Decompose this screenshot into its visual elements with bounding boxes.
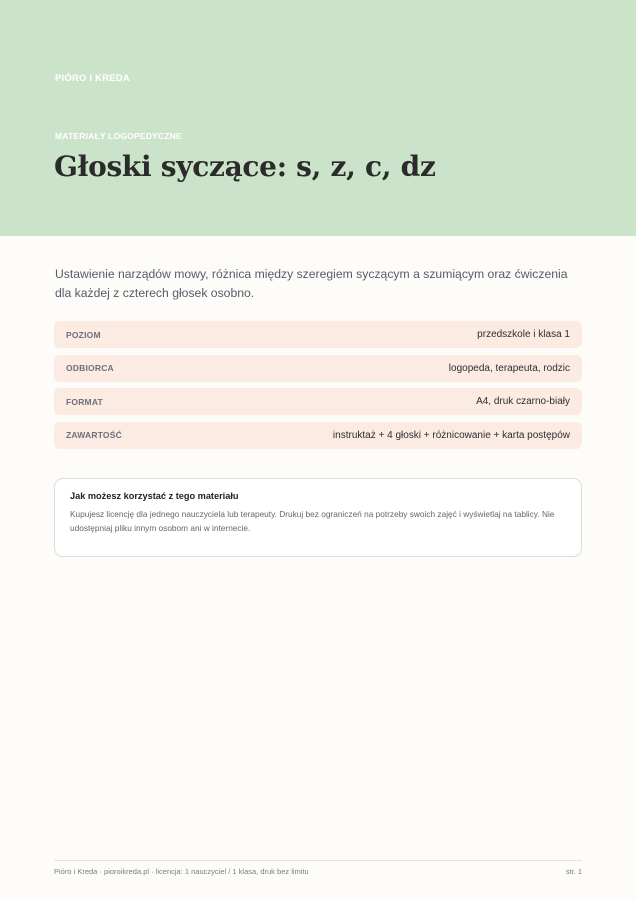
spec-value: przedszkole i klasa 1 [477, 329, 570, 340]
spec-value: A4, druk czarno-biały [476, 396, 570, 407]
lead-paragraph: Ustawienie narządów mowy, różnica między szeregiem syczącym a szumiącym oraz ćwiczenia dla każdej z czterech głosek osobno. [55, 267, 568, 300]
footer-info: Pióro i Kreda · pioroikreda.pl · licencja: 1 nauczyciel / 1 klasa, druk bez limitu [54, 867, 309, 876]
brand-name: PIÓRO I KREDA [55, 73, 130, 84]
spec-row-level [54, 321, 582, 348]
spec-key: FORMAT [66, 396, 103, 407]
spec-value: instruktaż + 4 głoski + różnicowanie + karta postępów [332, 429, 570, 441]
license-text: Kupujesz licencję dla jednego nauczyciela lub terapeuty. Drukuj bez ograniczeń na potrzeby swoich zajęć i wyświetlaj na tablicy. Nie udostępniaj pliku innym osobom ani w internecie. [70, 509, 555, 533]
page-number: str. 1 [565, 867, 582, 876]
spec-key: POZIOM [66, 329, 101, 340]
header-banner [0, 0, 636, 236]
license-title: Jak możesz korzystać z tego materiału [70, 491, 239, 501]
spec-key: ZAWARTOŚĆ [66, 430, 122, 440]
page-title: Głoski syczące: s, z, c, dz [54, 150, 436, 183]
spec-row-contents [54, 422, 582, 449]
spec-key: ODBIORCA [66, 363, 114, 373]
spec-row-format [54, 388, 582, 415]
spec-list [54, 321, 582, 455]
page-footer [54, 860, 582, 876]
spec-value: logopeda, terapeuta, rodzic [448, 362, 570, 374]
license-box [54, 478, 582, 557]
spec-row-audience [54, 355, 582, 382]
category-label: MATERIAŁY LOGOPEDYCZNE [55, 131, 182, 141]
